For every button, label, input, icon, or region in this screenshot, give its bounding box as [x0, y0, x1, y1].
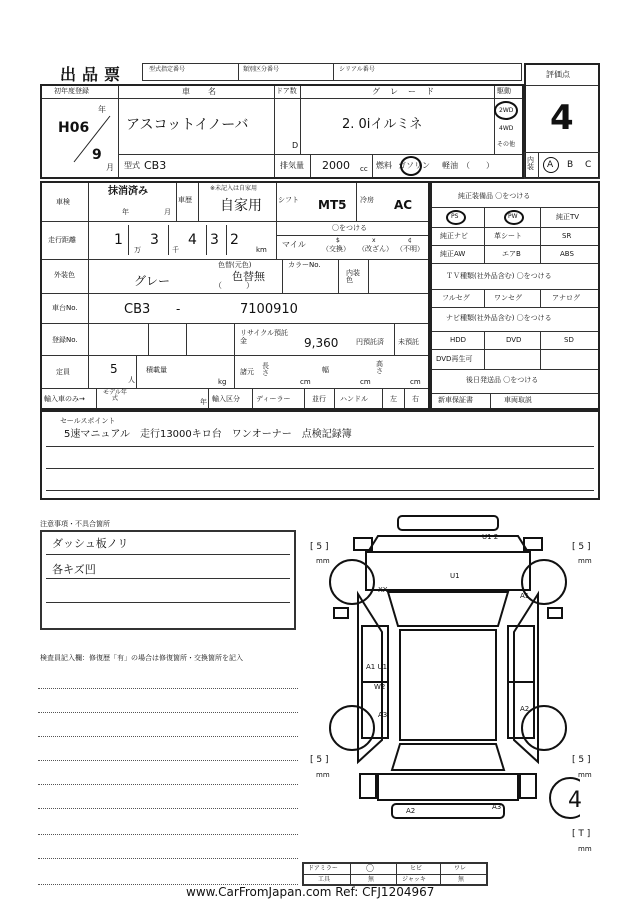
post-warranty: 新車保証書: [438, 396, 473, 404]
sheet-title: 出品票: [60, 65, 127, 84]
import-right: 右: [412, 395, 419, 403]
interior-b: B: [567, 160, 574, 170]
navi-dvd: DVD: [506, 336, 522, 344]
mileage-unknown: （不明）: [396, 245, 424, 253]
notes-box: [40, 530, 296, 630]
fuel-other: （ ）: [462, 161, 494, 170]
notes-line-2: 各キズ凹: [52, 563, 96, 576]
equip-ps: PS: [451, 213, 459, 220]
first-reg-year-unit: 年: [98, 105, 106, 114]
selling-points-label: セールスポイント: [60, 417, 116, 425]
watermark: www.CarFromJapan.com Ref: CFJ1204967: [186, 885, 435, 899]
grade-value: 2. 0iイルミネ: [342, 117, 423, 132]
first-reg-month: 9: [92, 147, 102, 163]
height-unit: cm: [410, 378, 421, 386]
serial-label: シリアル番号: [339, 66, 375, 73]
model-label: 型式: [124, 161, 140, 170]
selling-points-text: 5速マニュアル 走行13000キロ台 ワンオーナー 点検記録簿: [64, 429, 352, 440]
displacement-value: 2000: [322, 159, 350, 172]
length-label: 長さ: [262, 362, 269, 377]
load-label: 積載量: [146, 366, 167, 374]
usage-value: 自家用: [220, 198, 262, 214]
equip-navi: 純正ナビ: [440, 232, 468, 240]
genuine-title: 純正装備品 〇をつける: [458, 192, 531, 200]
interior-label: 内装: [527, 156, 534, 171]
tv-full: フルセグ: [442, 294, 470, 302]
dims-label: 諸元: [240, 368, 254, 376]
drive-label: 駆動: [497, 87, 511, 95]
fuel-diesel: 軽油: [442, 161, 458, 170]
first-reg-month-unit: 月: [106, 163, 114, 172]
mirror-label: ドアミラー: [308, 865, 338, 872]
color-code-label: カラーNo.: [288, 261, 321, 269]
drive-2wd: 2WD: [499, 107, 514, 114]
drive-2wd-circle: [494, 101, 518, 120]
color-value: グレー: [134, 274, 171, 288]
height-label: 高さ: [376, 360, 383, 375]
usage-note: ※未記入は自家用: [210, 185, 258, 192]
tool-label: 工具: [318, 876, 331, 883]
notes-label: 注意事項・不具合箇所: [40, 520, 110, 528]
color-label: 外装色: [54, 271, 75, 279]
tire-rl: [ 5 ]: [310, 755, 329, 765]
length-unit: cm: [300, 378, 311, 386]
navi-sd: SD: [564, 336, 574, 344]
load-unit: kg: [218, 378, 227, 386]
tire-spare: [ T ]: [572, 829, 591, 839]
model-year-unit: 年: [200, 398, 207, 406]
chassis-label: 車台No.: [52, 304, 78, 312]
equipment-section: [430, 181, 600, 410]
mileage-km: km: [256, 246, 267, 254]
mileage-tamper: （改ざん）: [358, 245, 393, 253]
tool-value: 無: [368, 876, 375, 883]
class-code-label: 類別区分番号: [243, 66, 280, 73]
doors-label: ドア数: [276, 87, 297, 95]
tire-rr-unit: mm: [578, 771, 592, 779]
mark-a2-right: A2: [520, 705, 530, 713]
fuel-gasoline-circle: [400, 156, 422, 176]
mark-a2-rear: A2: [406, 807, 416, 815]
tire-fl-unit: mm: [316, 557, 330, 565]
mileage-digit-4: 3: [210, 232, 219, 248]
fuel-gasoline: ガソリン: [398, 161, 430, 170]
recycle-value: 9,360: [304, 336, 339, 350]
mirror-mark: 〇: [366, 864, 374, 873]
code-row: [142, 63, 522, 81]
mileage-man: 万: [134, 246, 141, 254]
mileage-unknown-sym: ¢: [408, 237, 412, 244]
displacement-unit: cc: [360, 165, 368, 173]
interior-c: C: [585, 160, 592, 170]
tire-fr: [ 5 ]: [572, 542, 591, 552]
import-parallel: 並行: [312, 395, 326, 403]
jack-value: 無: [458, 876, 465, 883]
jack-label: ジャッキ: [402, 876, 426, 883]
score-value: 4: [550, 98, 574, 138]
vehicle-detail-section: [40, 181, 430, 410]
crack-label: ヒビ: [410, 865, 423, 872]
deposit-done: 円預託済: [356, 338, 384, 346]
mileage-sen: 千: [172, 246, 179, 254]
car-name-value: アスコットイノーバ: [126, 117, 249, 133]
equip-abs: ABS: [560, 250, 574, 258]
color-original: （ ）: [214, 281, 254, 290]
shift-label: シフト: [278, 196, 299, 204]
mark-a3-rear: A3: [492, 803, 502, 811]
shift-value: MT5: [318, 198, 347, 212]
mileage-tamper-sym: x: [372, 237, 376, 244]
import-handle: ハンドル: [340, 395, 368, 403]
mark-u1: U1: [450, 572, 460, 580]
deposit-not: 未預託: [398, 338, 419, 346]
equip-tv: 純正TV: [556, 213, 580, 221]
equip-aw: 純正AW: [440, 250, 466, 258]
color-change-label: 色替(元色): [218, 261, 252, 269]
import-left: 左: [390, 395, 397, 403]
inspection-value: 抹消済み: [108, 186, 148, 197]
break-label: ワレ: [454, 865, 467, 872]
cooler-label: 冷房: [360, 196, 374, 204]
vehicle-info-section: [40, 84, 524, 179]
mileage-digit-3: 4: [188, 232, 197, 248]
mirror-tool-table: [302, 862, 488, 886]
tire-fr-unit: mm: [578, 557, 592, 565]
car-name-label: 車名: [182, 87, 234, 96]
inspection-month-unit: 月: [164, 208, 171, 216]
mileage-swap: （交換）: [322, 245, 350, 253]
equip-sr: SR: [562, 232, 572, 240]
capacity-value: 5: [110, 362, 118, 376]
mileage-mile: マイル: [282, 240, 306, 249]
mark-u1-2: U1 2: [482, 533, 499, 541]
notes-line-1: ダッシュ板ノリ: [52, 537, 129, 550]
mark-xx: XX: [378, 586, 388, 594]
first-reg-label: 初年度登録: [54, 87, 89, 95]
recycle-label: リサイクル預託金: [240, 329, 289, 346]
usage-label: 車歴: [178, 196, 192, 204]
dvd-play: DVD再生可: [436, 355, 473, 363]
capacity-label: 定員: [56, 368, 70, 376]
inspector-label: 検査員記入欄：修復歴「有」の場合は修復箇所・交換箇所を記入: [40, 654, 243, 662]
score-label: 評価点: [546, 70, 570, 79]
drive-4wd: 4WD: [499, 125, 514, 132]
tire-fl: [ 5 ]: [310, 542, 329, 552]
tv-one: ワンセグ: [494, 294, 522, 302]
fuel-label: 燃料: [376, 161, 392, 170]
width-unit: cm: [360, 378, 371, 386]
import-div-label: 輸入区分: [212, 395, 240, 403]
mileage-mark-label: 〇をつける: [332, 224, 367, 232]
import-dealer: ディーラー: [256, 395, 291, 403]
navi-hdd: HDD: [450, 336, 467, 344]
mark-a3-left: A3: [378, 711, 388, 719]
selling-points-section: [40, 410, 600, 500]
tire-rr: [ 5 ]: [572, 755, 591, 765]
inspection-year-unit: 年: [122, 208, 129, 216]
model-year-label: モデル年式: [103, 389, 127, 402]
mark-a1-u1: A1 U1: [366, 663, 388, 671]
displacement-label: 排気量: [280, 161, 304, 170]
post-title: 後日発送品 〇をつける: [466, 376, 539, 384]
mark-w2: W2: [374, 683, 386, 691]
equip-leather: 革シート: [494, 232, 522, 240]
tire-rl-unit: mm: [316, 771, 330, 779]
grade-label: グレード: [372, 87, 444, 96]
tire-spare-unit: mm: [578, 845, 592, 853]
mileage-digit-2: 3: [150, 232, 159, 248]
navi-title: ナビ種類(社外品含む) 〇をつける: [446, 314, 552, 322]
equip-airbag: エアB: [502, 250, 521, 258]
interior-a: A: [547, 160, 554, 170]
capacity-unit: 人: [128, 376, 135, 384]
first-reg-era: H06: [58, 120, 90, 136]
doors-unit: D: [292, 141, 299, 150]
cooler-value: AC: [394, 198, 413, 212]
car-damage-diagram: [318, 512, 580, 832]
inspection-label: 車検: [56, 198, 70, 206]
import-label: 輸入車のみ→: [44, 395, 85, 403]
interior-color-label: 内装色: [346, 269, 360, 284]
drive-other: その他: [497, 141, 516, 148]
chassis-prefix: CB3: [124, 302, 151, 317]
mileage-digit-1: 1: [114, 232, 123, 248]
registration-label: 登録No.: [52, 336, 78, 344]
equip-pw: PW: [508, 213, 518, 220]
post-manual: 車両取説: [504, 396, 532, 404]
mark-a1-right: A1: [520, 592, 530, 600]
tv-title: ＴＶ種類(社外品含む) 〇をつける: [446, 272, 552, 280]
color-change-value: 色替無: [232, 270, 265, 283]
spare-value: 4: [568, 788, 582, 813]
mileage-digit-5: 2: [230, 232, 239, 248]
width-label: 幅: [322, 366, 329, 374]
model-value: CB3: [144, 159, 167, 172]
tv-analog: アナログ: [552, 294, 580, 302]
chassis-dash: -: [176, 302, 181, 316]
mileage-label: 走行距離: [48, 236, 76, 244]
mileage-swap-sym: $: [336, 237, 340, 244]
chassis-number: 7100910: [240, 302, 298, 317]
interior-grade: [524, 152, 600, 179]
type-code-label: 型式指定番号: [149, 66, 186, 73]
